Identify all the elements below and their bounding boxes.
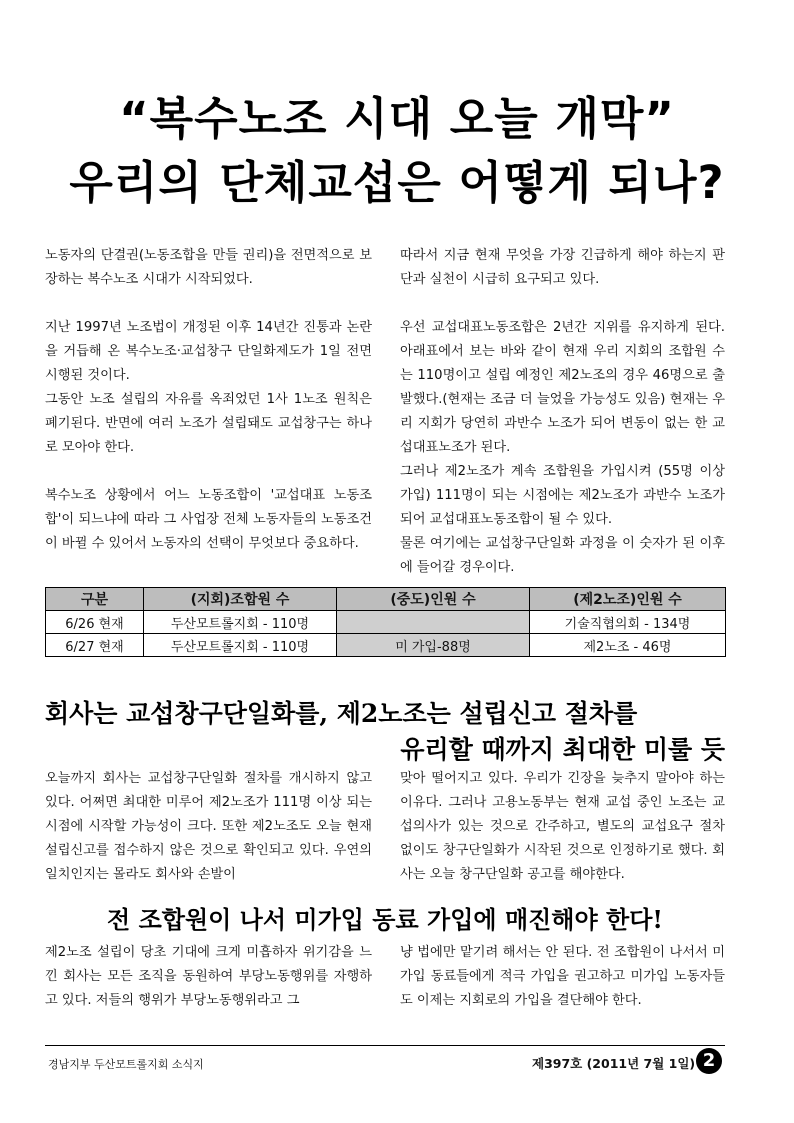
table-cell: 기술직협의회 - 134명: [530, 611, 726, 634]
table-row: [46, 611, 726, 634]
paragraph: 그러나 제2노조가 계속 조합원을 가입시켜 (55명 이상 가입) 111명이 되는 시점에는 제2노조가 과반수 노조가 되어 교섭대표노동조합이 될 수 있다.: [400, 464, 725, 527]
table-cell: 제2노조 - 46명: [530, 634, 726, 657]
paragraph: 맞아 떨어지고 있다. 우리가 긴장을 늦추지 말아야 하는 이유다. 그러나 고용노동부는 현재 교섭 중인 노조는 교섭의사가 있는 것으로 간주하고, 별도의 교섭요구 절차 없이도 창구단일화가 시작된 것으로 인정하기로 했다. 회사는 오늘 창구단일화 공고를 해야한다.: [400, 771, 725, 882]
paragraph: 그동안 노조 설립의 자유를 옥죄었던 1사 1노조 원칙은 폐기된다. 반면에 여러 노조가 설립돼도 교섭창구는 하나로 모아야 한다.: [45, 392, 372, 455]
paragraph: 물론 여기에는 교섭창구단일화 과정을 이 숫자가 된 이후에 들어갈 경우이다.: [400, 536, 725, 575]
paragraph: 복수노조 상황에서 어느 노동조합이 '교섭대표 노동조합'이 되느냐에 따라 그 사업장 전체 노동자들의 노동조건이 바뀔 수 있어서 노동자의 선택이 무엇보다 중요하다.: [45, 488, 372, 551]
table-cell: 6/27 현재: [46, 634, 144, 657]
paragraph: 냥 법에만 맡기려 해서는 안 된다. 전 조합원이 나서서 미가입 동료들에게 적극 가입을 권고하고 미가입 노동자들도 이제는 지회로의 가입을 결단해야 한다.: [400, 945, 725, 1008]
paragraph: 노동자의 단결권(노동조합을 만들 권리)을 전면적으로 보장하는 복수노조 시대가 시작되었다.: [45, 248, 372, 287]
subheading-1-line-2: 유리할 때까지 최대한 미룰 듯: [400, 735, 725, 764]
table-cell: [337, 611, 530, 634]
table-header-cell: (중도)인원 수: [337, 588, 530, 611]
section2-left-column: [45, 767, 372, 887]
table-cell: 미 가입-88명: [337, 634, 530, 657]
section1-right-column: [400, 244, 725, 580]
paragraph: 오늘까지 회사는 교섭창구단일화 절차를 개시하지 않고 있다. 어쩌면 최대한 미루어 제2노조가 111명 이상 되는 시점에 시작할 가능성이 크다. 또한 제2노조도 오늘 현재 설립신고를 접수하지 않은 것으로 확인되고 있다. 우연의 일치인지는 몰라도 회사와 손발이: [45, 771, 372, 882]
section3-left-column: [45, 941, 372, 1013]
table-header-cell: (지회)조합원 수: [144, 588, 337, 611]
paragraph: 따라서 지금 현재 무엇을 가장 긴급하게 해야 하는지 판단과 실천이 시급히 요구되고 있다.: [400, 248, 725, 287]
section2-right-column: [400, 767, 725, 887]
paragraph: 지난 1997년 노조법이 개정된 이후 14년간 진통과 논란을 거듭해 온 복수노조·교섭창구 단일화제도가 1일 전면 시행된 것이다.: [45, 320, 372, 383]
table-row: [46, 634, 726, 657]
table-header-row: [46, 588, 726, 611]
paragraph: 우선 교섭대표노동조합은 2년간 지위를 유지하게 된다. 아래표에서 보는 바와 같이 현재 우리 지회의 조합원 수는 110명이고 설립 예정인 제2노조의 경우 46명으로 출발했다.(현재는 조금 더 늘었을 가능성도 있음) 현재는 우리 지회가 당연히 과반수 노조가 되어 변동이 없는 한 교섭대표노조가 된다.: [400, 320, 725, 455]
table-cell: 두산모트롤지회 - 110명: [144, 611, 337, 634]
subheading-1-line-1: 회사는 교섭창구단일화를, 제2노조는 설립신고 절차를: [45, 699, 638, 728]
subheading-2: 전 조합원이 나서 미가입 동료 가입에 매진해야 한다!: [107, 905, 663, 934]
table-header-cell: (제2노조)인원 수: [530, 588, 726, 611]
section1-left-column: [45, 244, 372, 556]
membership-table: [45, 587, 726, 657]
table-cell: 두산모트롤지회 - 110명: [144, 634, 337, 657]
table-header-cell: 구분: [46, 588, 144, 611]
page-number-badge: 2: [696, 1048, 722, 1074]
headline-line-1: “복수노조 시대 오늘 개막”: [119, 92, 675, 145]
headline-line-2: 우리의 단체교섭은 어떻게 되나?: [69, 156, 725, 209]
paragraph: 제2노조 설립이 당초 기대에 크게 미흡하자 위기감을 느낀 회사는 모든 조직을 동원하여 부당노동행위를 자행하고 있다. 저들의 행위가 부당노동행위라고 그: [45, 945, 372, 1008]
table-cell: 6/26 현재: [46, 611, 144, 634]
section3-right-column: [400, 941, 725, 1013]
footer-issue: 제397호 (2011년 7월 1일): [532, 1056, 696, 1071]
footer-publication: 경남지부 두산모트롤지회 소식지: [48, 1058, 204, 1071]
footer-divider: [45, 1045, 725, 1046]
